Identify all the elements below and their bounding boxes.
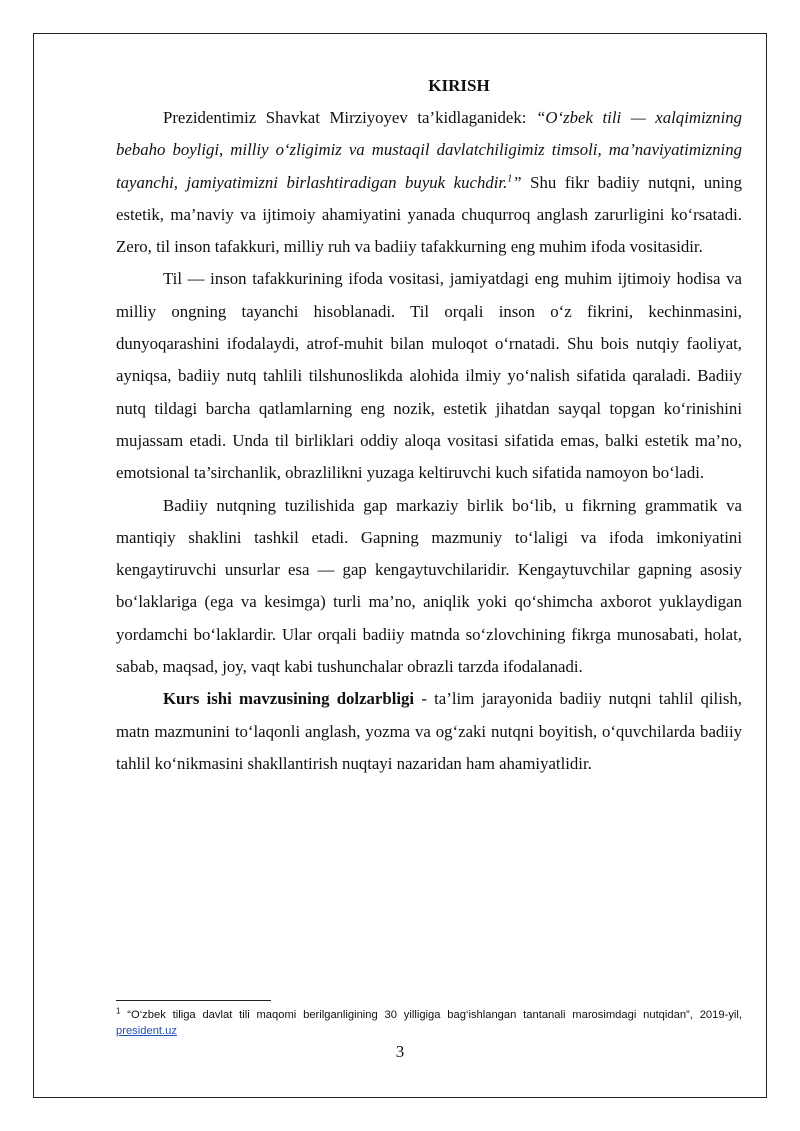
footnote-text: “O‘zbek tiliga davlat tili maqomi berilganligining 30 yilligiga bag‘ishlangan tantanali marosimdagi nutqidan”, 2019-yil, xyxy=(120,1009,742,1021)
paragraph-relevance xyxy=(116,683,742,780)
paragraph-sentence-structure: Badiiy nutqning tuzilishida gap markaziy birlik bo‘lib, u fikrning grammatik va mantiqiy shaklini tashkil etadi. Gapning mazmuniy to‘laligi va ifoda imkoniyatini kengaytiruvchi unsurlar esa — gap kengaytuvchilaridir. Kengaytuvchilar gapning asosiy bo‘laklariga (ega va kesimga) turli ma’no, aniqlik yoki qo‘shimcha axborot yuklaydigan yordamchi bo‘laklardir. Ular orqali badiiy matnda so‘zlovchining fikrga munosabati, holat, sabab, maqsad, joy, vaqt kabi tushunchalar obrazli tarzda ifodalanadi. xyxy=(116,495,742,677)
quote-text: “O‘zbek tili — xalqimizning bebaho boyligi, milliy o‘zligimiz va mustaqil davlatchiligimiz timsoli, ma’naviyatimizning tayanchi, jamiyatimizni birlashtiradigan buyuk kuchdir. xyxy=(116,108,743,192)
paragraph-language: Til — inson tafakkurining ifoda vositasi, jamiyatdagi eng muhim ijtimoiy hodisa va milliy ongning tayanchi hisoblanadi. Til orqali inson o‘z fikrini, kechinmasini, dunyoqarashini ifodalaydi, atrof-muhit bilan muloqot o‘rnatadi. Shu bois nutqiy faoliyat, ayniqsa, badiiy nutq tahlili tilshunoslikda alohida ilmiy yo‘nalish sifatida qaraladi. Badiiy nutq tildagi barcha qatlamlarning eng nozik, estetik jihatdan sayqal topgan ko‘rinishini mujassam etadi. Unda til birliklari oddiy aloqa vositasi sifatida emas, balki estetik ma’no, emotsional ta’sirchanlik, obrazlilikni yuzaga keltiruvchi kuch sifatida namoyon bo‘ladi. xyxy=(116,269,742,483)
paragraph-intro xyxy=(116,102,742,263)
footnote-separator xyxy=(116,1000,271,1001)
intro-lead-text: Prezidentimiz Shavkat Mirziyoyev ta’kidlaganidek: xyxy=(163,108,537,127)
footnote xyxy=(116,1007,742,1039)
document-body xyxy=(116,70,742,780)
relevance-text: - ta’lim jarayonida badiiy nutqni tahlil qilish, matn mazmunini to‘laqonli anglash, yozma va og‘zaki nutqni boyitish, o‘quvchilarda badiiy tahlil ko‘nikmasini shakllantirish nuqtayi nazaridan ham ahamiyatlidir. xyxy=(116,689,743,773)
footnote-reference[interactable]: 1 xyxy=(507,173,513,184)
page-number: 3 xyxy=(395,1042,405,1061)
relevance-title: Kurs ishi mavzusining dolzarbligi xyxy=(163,689,415,709)
quote-close-mark: ” xyxy=(512,172,522,192)
footnote-mark: 1 xyxy=(116,1006,121,1016)
intro-rest-text: Shu fikr badiiy nutqni, uning estetik, ma’naviy va ijtimoiy ahamiyatini yanada chuqurroq anglash zarurligini ko‘rsatadi. Zero, til inson tafakkuri, milliy ruh va badiiy tafakkurning eng muhim ifoda vositasidir. xyxy=(116,172,742,257)
footnote-link[interactable]: president.uz xyxy=(116,1025,177,1037)
section-heading: KIRISH xyxy=(428,76,490,95)
